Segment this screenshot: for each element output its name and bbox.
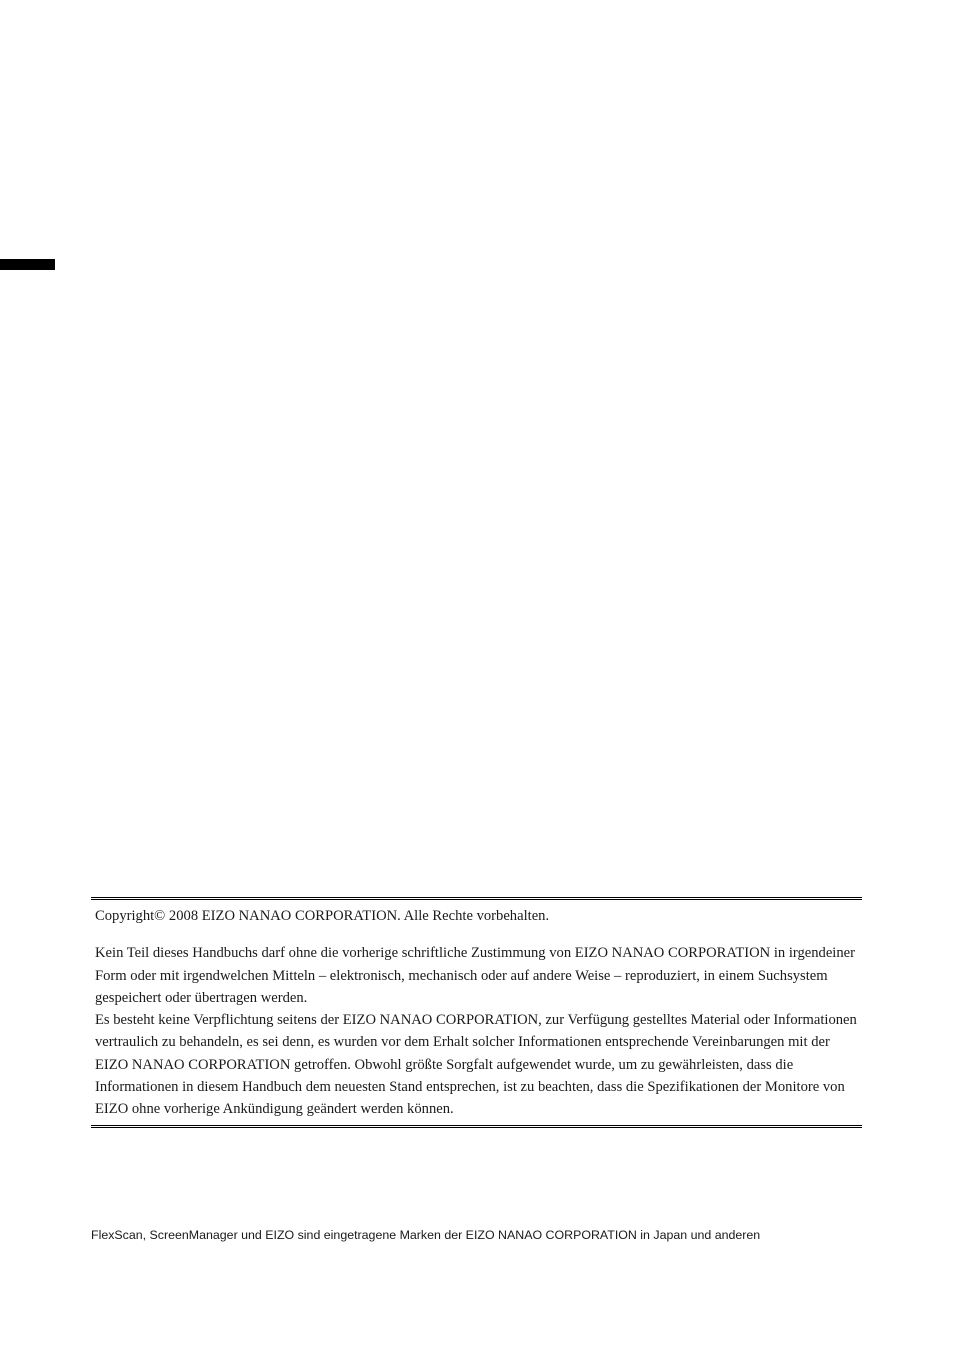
confidentiality-disclaimer-paragraph: Es besteht keine Verpflichtung seitens der EIZO NANAO CORPORATION, zur Verfügung gestelltes Material oder Informationen vertraulich zu behandeln, es sei denn, es wurden vor dem Erhalt solcher Informationen entsprechende Vereinbarungen mit der EIZO NANAO CORPORATION getroffen. Obwohl größte Sorgfalt aufgewendet wurde, um zu gewährleisten, dass die Informationen in diesem Handbuch dem neuesten Stand entsprechen, ist zu beachten, dass die Spezifikationen der Monitore von EIZO ohne vorherige Ankündigung geändert werden können. — [95, 1012, 857, 1118]
section-tab-marker — [0, 259, 55, 270]
trademark-notice: FlexScan, ScreenManager und EIZO sind eingetragene Marken der EIZO NANAO CORPORATION in Japan und anderen — [91, 1228, 761, 1242]
copyright-line: Copyright© 2008 EIZO NANAO CORPORATION. Alle Rechte vorbehalten. — [95, 908, 550, 924]
reproduction-restriction-paragraph: Kein Teil dieses Handbuchs darf ohne die vorherige schriftliche Zustimmung von EIZO NANAO CORPORATION in irgendeiner Form oder mit irgendwelchen Mitteln – elektronisch, mechanisch oder auf andere Weise – reproduziert, in einem Suchsystem gespeichert oder übertragen werden. — [95, 945, 855, 1006]
copyright-notice-box — [91, 897, 862, 1128]
